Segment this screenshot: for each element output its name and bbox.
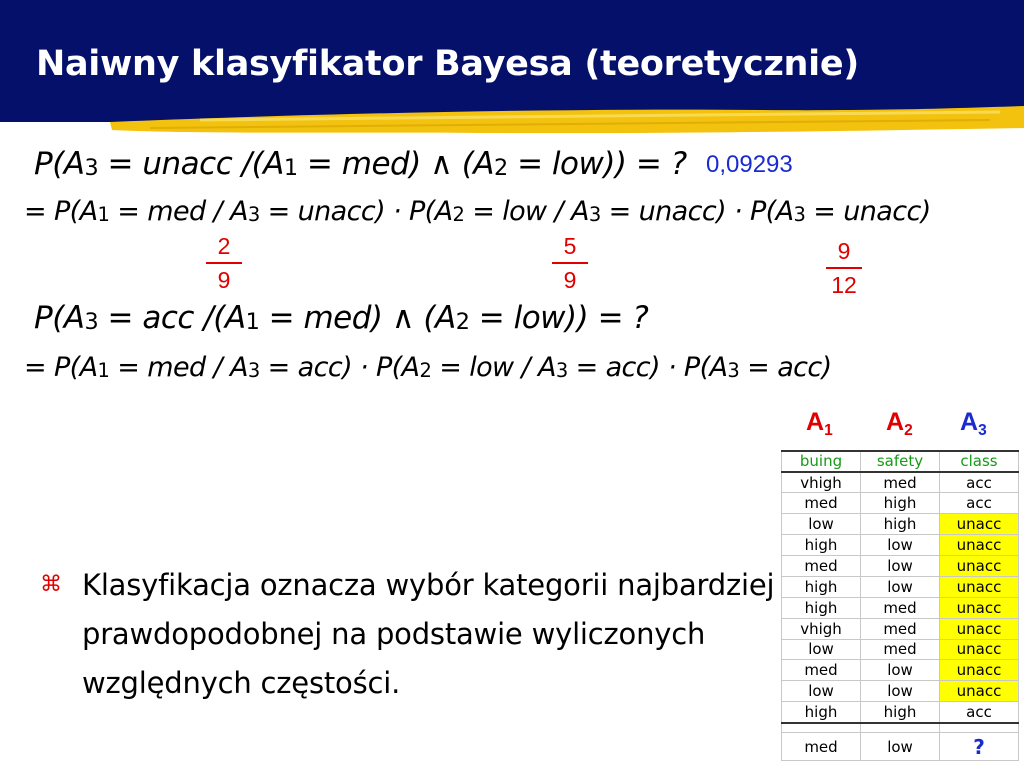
result-value: 0,09293 <box>706 151 793 178</box>
equation-expand-acc: = $P(A_1$ = med / $A_3 = acc) \cdot P(A_2$ = low / $A_3 = acc) \cdot P(A_3 = acc)$ <box>24 352 832 383</box>
training-data-table <box>781 450 1019 761</box>
column-header: buing <box>782 451 861 472</box>
table-cell-highlighted: unacc <box>940 660 1019 681</box>
table-cell: acc <box>940 472 1019 493</box>
table-cell: low <box>782 514 861 535</box>
table-cell: med <box>861 597 940 618</box>
table-row <box>782 597 1019 618</box>
table-cell-empty <box>782 723 861 733</box>
bullet-text: Klasyfikacja oznacza wybór kategorii najbardziej prawdopodobnej na podstawie wyliczonych względnych częstości. <box>82 568 775 700</box>
table-row <box>782 535 1019 556</box>
table-cell: med <box>861 472 940 493</box>
table-cell: med <box>782 493 861 514</box>
table-header-row <box>782 451 1019 472</box>
attribute-label-a2: $A_2$ <box>886 408 913 439</box>
table-cell: med <box>782 660 861 681</box>
equation-expand-unacc: = $P(A_1$ = med / $A_3$ = unacc) · $P(A_2$ = low / $A_3$ = unacc) · $P(A_3$ = unacc) <box>24 196 931 227</box>
table-cell: low <box>782 681 861 702</box>
table-cell-highlighted: unacc <box>940 576 1019 597</box>
title-brush-stroke <box>0 100 1024 140</box>
equation-query-acc: $P(A_3$ = acc $/(A_1 = med)$ ∧ $(A_2 = low)$) = ? <box>34 300 649 336</box>
table-cell-highlighted: unacc <box>940 555 1019 576</box>
table-cell-highlighted: unacc <box>940 618 1019 639</box>
table-cell: med <box>861 639 940 660</box>
table-cell: high <box>782 597 861 618</box>
fraction-prior-unacc: 9 12 <box>824 238 864 298</box>
table-row <box>782 618 1019 639</box>
table-cell: high <box>782 702 861 723</box>
table-cell-empty <box>940 723 1019 733</box>
table-cell: med <box>861 618 940 639</box>
query-class-unknown: ? <box>940 733 1019 761</box>
table-cell: low <box>861 681 940 702</box>
table-cell: high <box>782 576 861 597</box>
table-cell: low <box>861 535 940 556</box>
fraction-med-given-unacc: 2 9 <box>204 233 244 293</box>
table-row <box>782 639 1019 660</box>
attribute-label-a3: $A_3$ <box>960 408 987 439</box>
table-cell: med <box>782 555 861 576</box>
table-cell: vhigh <box>782 472 861 493</box>
table-cell: acc <box>940 702 1019 723</box>
bullet-icon: ⌘ <box>40 572 62 597</box>
table-row <box>782 660 1019 681</box>
table-cell-highlighted: unacc <box>940 535 1019 556</box>
table-row <box>782 472 1019 493</box>
table-cell: low <box>861 576 940 597</box>
table-cell-empty <box>861 723 940 733</box>
table-row <box>782 555 1019 576</box>
table-row <box>782 493 1019 514</box>
column-header: class <box>940 451 1019 472</box>
equation-query-unacc: $P(A_3$ = unacc $/(A_1 = med)$ ∧ $(A_2 = low)$) = ? <box>34 146 687 182</box>
table-cell-highlighted: unacc <box>940 681 1019 702</box>
table-row <box>782 681 1019 702</box>
table-cell: high <box>861 493 940 514</box>
table-cell: high <box>861 702 940 723</box>
table-cell-highlighted: unacc <box>940 514 1019 535</box>
table-cell-highlighted: unacc <box>940 639 1019 660</box>
table-cell: low <box>861 555 940 576</box>
attribute-label-a1: $A_1$ <box>806 408 833 439</box>
table-cell-highlighted: unacc <box>940 597 1019 618</box>
table-cell: low <box>861 660 940 681</box>
table-cell: vhigh <box>782 618 861 639</box>
slide-title: Naiwny klasyfikator Bayesa (teoretycznie) <box>36 44 859 84</box>
table-query-row <box>782 733 1019 761</box>
table-row <box>782 576 1019 597</box>
fraction-low-given-unacc: 5 9 <box>550 233 590 293</box>
table-cell: low <box>782 639 861 660</box>
table-cell: med <box>782 733 861 761</box>
table-separator-row <box>782 723 1019 733</box>
table-row <box>782 514 1019 535</box>
table-cell: low <box>861 733 940 761</box>
column-header: safety <box>861 451 940 472</box>
table-cell: high <box>782 535 861 556</box>
table-cell: acc <box>940 493 1019 514</box>
table-cell: high <box>861 514 940 535</box>
table-row <box>782 702 1019 723</box>
